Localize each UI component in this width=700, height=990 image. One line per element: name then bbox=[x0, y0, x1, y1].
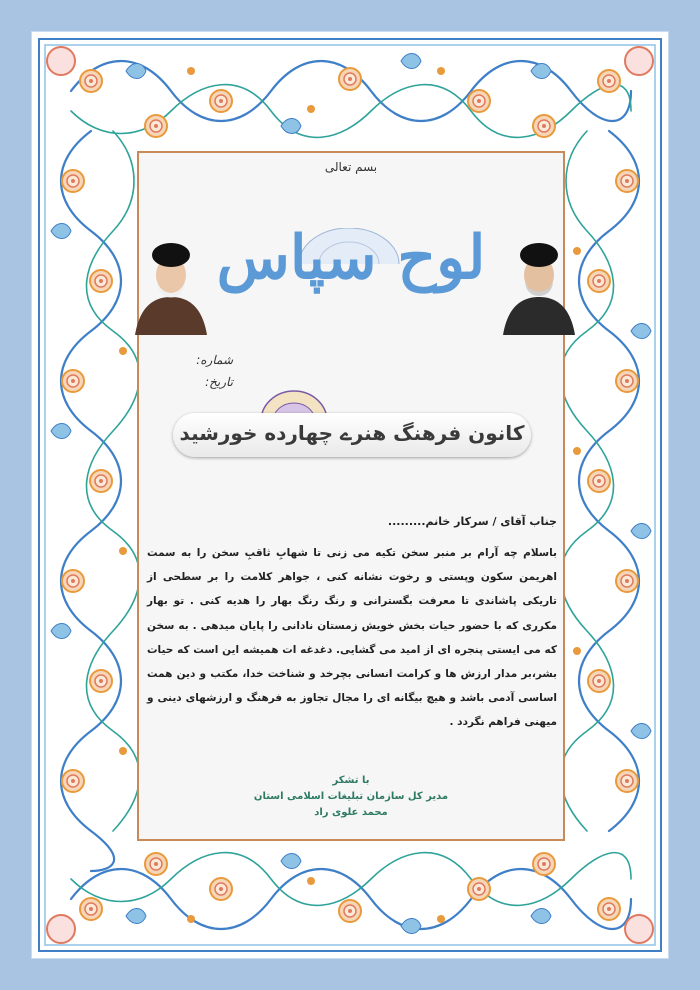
number-label: شماره: bbox=[196, 353, 233, 367]
certificate-body-panel bbox=[137, 151, 565, 841]
certificate-sheet bbox=[31, 31, 669, 959]
organization-banner bbox=[173, 413, 531, 457]
signature-thanks: با تشکر bbox=[332, 775, 370, 786]
signature-name: محمد علوی راد bbox=[314, 807, 388, 818]
signature-position: مدیر کل سازمان تبلیغات اسلامی استان bbox=[253, 791, 449, 802]
date-label: تاریخ: bbox=[205, 375, 233, 389]
letter-body-text: باسلام چه آرام بر منبر سخن تکیه می زنی تا شهابِ ثاقبِ سخن را به سمت اهریمن سکون وپستی و رخوت نشانه کنی ، جواهر کلامت را بر سطحی از تاریکی پاشاندی تا معرفت بگسترانی و رنگ رنگ بهار را هدیه کنی . تو بهار مکرری که با حضور حیات بخش خویش زمستان نادانی را پایان میدهی . به سخن که می ایستی پنجره ای از امید می گشایی. دغدغه ات همیشه این است که حیات بشر،بر مدار ارزش ها و کرامت انسانی بچرخد و شناخت خدا، مکتب و دین همت اساسی آدمی باشد و هیچ بیگانه ای را مجال تجاوز به فرهنگ و ارزشهای دینی و میهنی فراهم نگردد . bbox=[147, 547, 557, 729]
basmala-text: بسم تعالی bbox=[324, 160, 378, 174]
salutation-line: جناب آقای / سرکار خانم......... bbox=[387, 515, 557, 528]
signature-block bbox=[139, 773, 563, 821]
organization-name: کانون فرهنگ هنرے چهارده خورشید bbox=[179, 421, 525, 445]
certificate-title: لوح سپاس bbox=[216, 223, 486, 293]
